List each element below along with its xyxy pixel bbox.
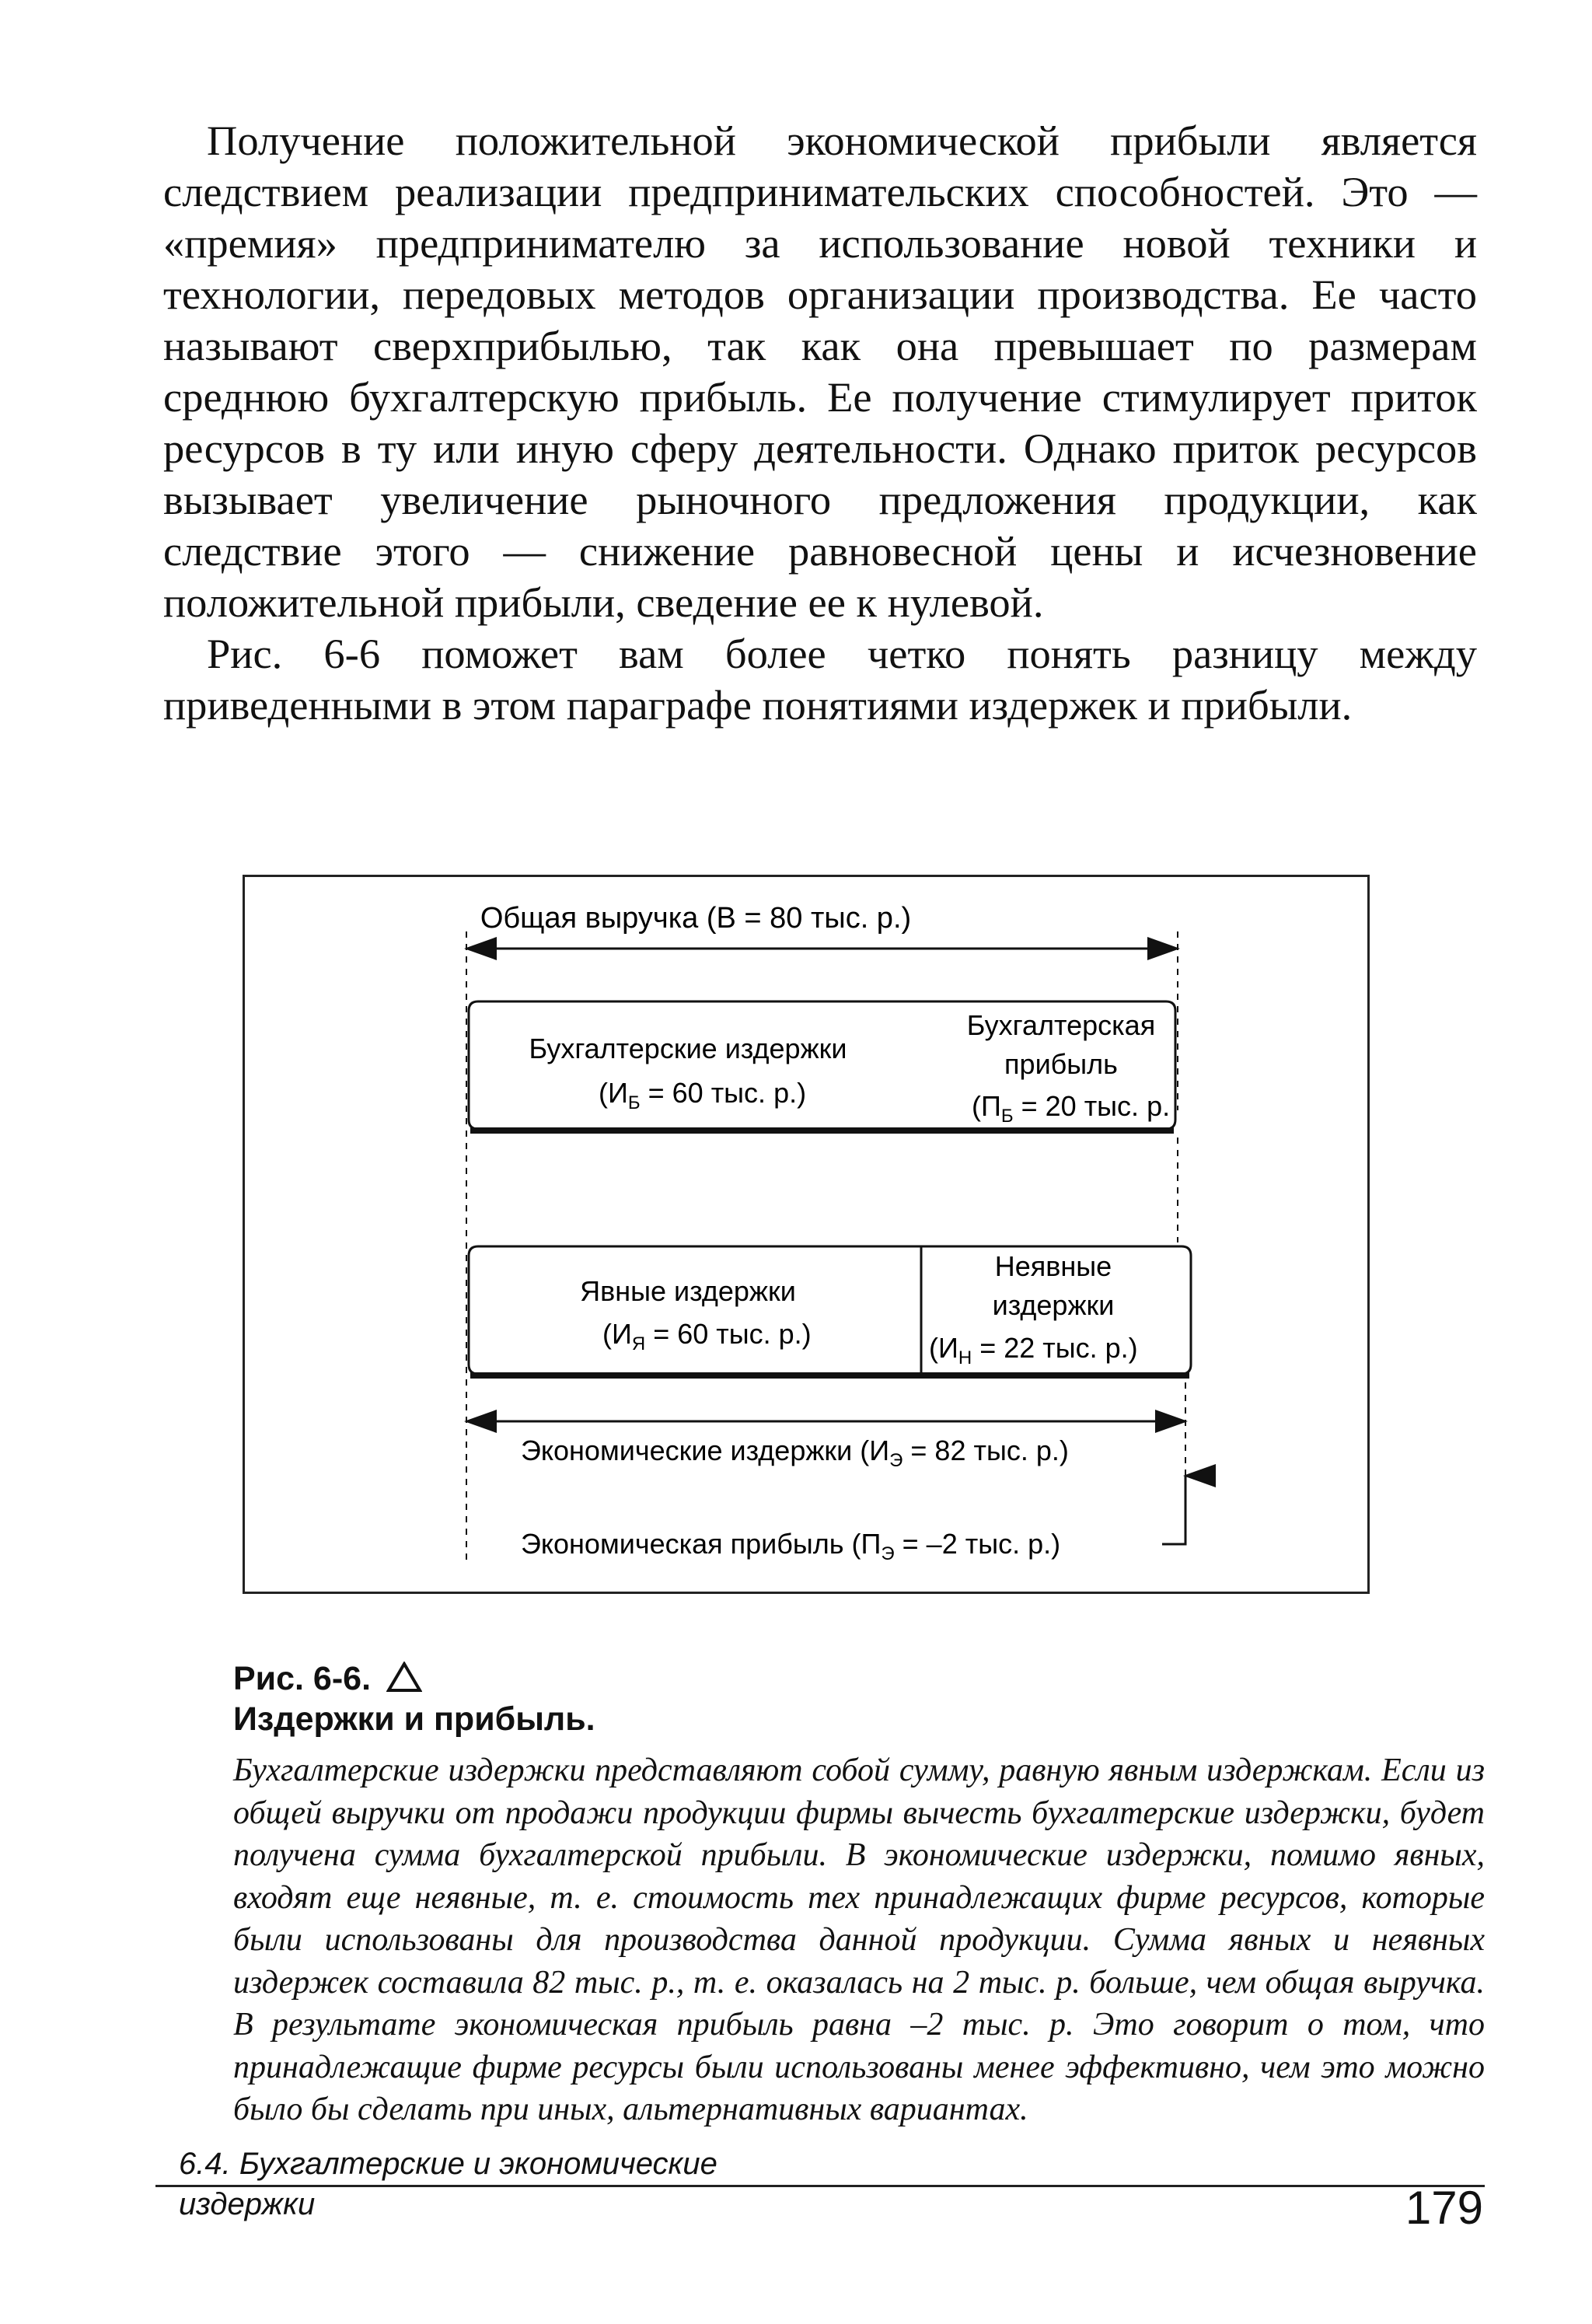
accounting-profit-value: ($П_Б = 20$ тыс. р. <box>972 1090 1171 1127</box>
page-number: 179 <box>1405 2182 1483 2234</box>
explicit-costs-label: Явные издержки <box>580 1275 796 1307</box>
accounting-profit-line1: Бухгалтерская <box>966 1009 1156 1041</box>
implicit-costs-line1: Неявные <box>994 1250 1112 1282</box>
figure-caption-text: Бухгалтерские издержки представляют собой сумму, равную явным издержкам. Если из общей выручки от продажи продукции фирмы вычесть бухгалтерские издержки, будет получена сумма бухгалтерской прибыли. В экономические издержки, помимо явных, входят еще неявные, т. е. стоимость тех принадлежащих фирме ресурсов, которые были использованы для производства данной продукции. Сумма явных и неявных издержек составила 82 тыс. р., т. е. оказалась на 2 тыс. р. больше, чем общая выручка. В результате экономическая прибыль равна –2 тыс. р. Это говорит о том, что принадлежащие фирме ресурсы были использованы менее эффективно, чем это можно было бы сделать при иных, альтернативных вариантах. <box>233 1753 1485 2127</box>
section-title-line1: 6.4. Бухгалтерские и экономические <box>179 2147 717 2181</box>
paragraph-2: Рис. 6-6 поможет вам более четко понять разницу между приведенными в этом параграфе понятиями издержек и прибыли. <box>163 630 1477 729</box>
figure-number: Рис. 6-6. <box>233 1660 422 1698</box>
economic-profit-label: Экономическая прибыль ($П_Э = -2$ тыс. р.) <box>521 1528 1061 1564</box>
footer-rule <box>155 2185 1485 2187</box>
figure-title: Издержки и прибыль. <box>233 1700 595 1738</box>
implicit-costs-value: ($И_Н = 22$ тыс. р.) <box>929 1332 1138 1368</box>
triangle-icon <box>386 1662 422 1693</box>
accounting-profit-line2: прибыль <box>1004 1048 1118 1080</box>
total-revenue-label: Общая выручка (В = 80 тыс. р.) <box>480 902 912 935</box>
explicit-costs-value: ($И_Я = 60$ тыс. р.) <box>602 1318 812 1354</box>
figure-6-6 <box>243 875 1370 1594</box>
economic-profit-arrow <box>1162 1476 1185 1544</box>
running-footer <box>179 2144 717 2224</box>
economic-costs-label: Экономические издержки ($И_Э = 82$ тыс. р.) <box>521 1435 1069 1471</box>
accounting-costs-label: Бухгалтерские издержки <box>529 1033 847 1064</box>
section-title-line2: издержки <box>179 2187 316 2221</box>
figure-diagram <box>245 877 1372 1596</box>
body-text <box>163 115 1477 731</box>
implicit-costs-line2: издержки <box>992 1289 1115 1321</box>
paragraph-1: Получение положительной экономической прибыли является следствием реализации предпринимательских способностей. Это — «премия» предпринимателю за использование новой техники и технологии, передовых методов организации производства. Ее часто называют сверхприбылью, так как она превышает по размерам среднюю бухгалтерскую прибыль. Ее получение стимулирует приток ресурсов в ту или иную сферу деятельности. Однако приток ресурсов вызывает увеличение рыночного предложения продукции, как следствие этого — снижение равновесной цены и исчезновение положительной прибыли, сведение ее к нулевой. <box>163 117 1477 626</box>
accounting-costs-value: ($И_Б = 60$ тыс. р.) <box>599 1077 807 1113</box>
